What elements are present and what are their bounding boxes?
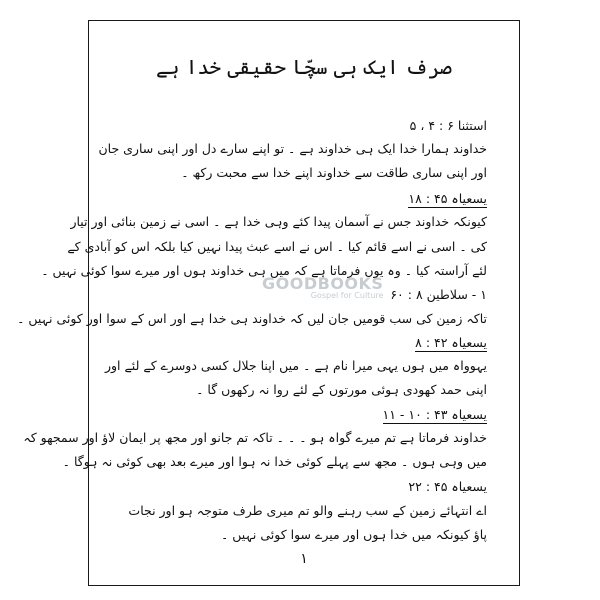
document-page (17, 20, 520, 586)
verse-line: خداوند فرماتا ہے تم میرے گواہ ہو ۔ ۔ ۔ تاکہ تم جانو اور مجھ پر ایمان لاؤ اور سمجھو کہ (23, 430, 487, 445)
verse-line: خداوند ہمارا خدا ایک ہی خداوند ہے ۔ تو اپنے سارے دل اور اپنی ساری جان (98, 141, 487, 156)
page-title: صرف ایک ہی سچّا حقیقی خدا ہے (156, 55, 452, 79)
verse-line: پاؤ کیونکہ میں خدا ہوں اور میرے سوا کوئی نہیں ۔ (220, 527, 487, 542)
verse-line: کی ۔ اسی نے اسے قائم کیا ۔ اس نے اسے عبث پیدا نہیں کیا بلکہ اس کو آبادی کے (67, 239, 487, 254)
verse-line: لئے آراستہ کیا ۔ وہ یوں فرماتا ہے کہ میں ہی خداوند ہوں اور میرے سوا کوئی نہیں ۔ (41, 263, 487, 278)
scripture-reference: یسعیاہ ۴۲ : ۸ (415, 335, 487, 350)
verse-line: یہوواہ میں ہوں یہی میرا نام ہے ۔ میں اپنا جلال کسی دوسرے کے لئے اور (104, 358, 487, 373)
verse-line: اپنی حمد کھودی ہوئی مورتوں کے لئے روا نہ رکھوں گا ۔ (196, 382, 487, 397)
watermark (262, 274, 383, 300)
scripture-reference: استثنا ۶ : ۴ ، ۵ (409, 118, 487, 133)
verse-line: اے انتہائے زمین کے سب رہنے والو تم میری طرف متوجہ ہو اور نجات (128, 503, 487, 518)
scripture-reference: یسعیاہ ۴۵ : ۲۲ (408, 479, 487, 494)
verse-line: اور اپنی ساری طاقت سے خداوند اپنے خدا سے محبت رکھ ۔ (181, 165, 487, 180)
watermark-tagline: Gospel for Culture (310, 291, 384, 300)
verse-line: کیونکہ خداوند جس نے آسمان پیدا کئے وہی خدا ہے ۔ اسی نے زمین بنائی اور تیار (70, 214, 487, 229)
page-number: ۱ (300, 551, 308, 567)
verse-line: تاکہ زمین کی سب قومیں جان لیں کہ خداوند ہی خدا ہے اور اس کے سوا اور کوئی نہیں ۔ (17, 311, 487, 326)
scripture-reference: یسعیاہ ۴۳ : ۱۰ - ۱۱ (382, 407, 487, 422)
watermark-brand: GOODBOOKS (262, 274, 384, 293)
verse-line: میں وہی ہوں ۔ مجھ سے پہلے کوئی خدا نہ ہوا اور میرے بعد بھی کوئی نہ ہوگا ۔ (62, 454, 487, 469)
scripture-reference: ۱ - سلاطین ۸ : ۶۰ (390, 287, 487, 302)
scripture-reference: یسعیاہ ۴۵ : ۱۸ (408, 191, 487, 206)
